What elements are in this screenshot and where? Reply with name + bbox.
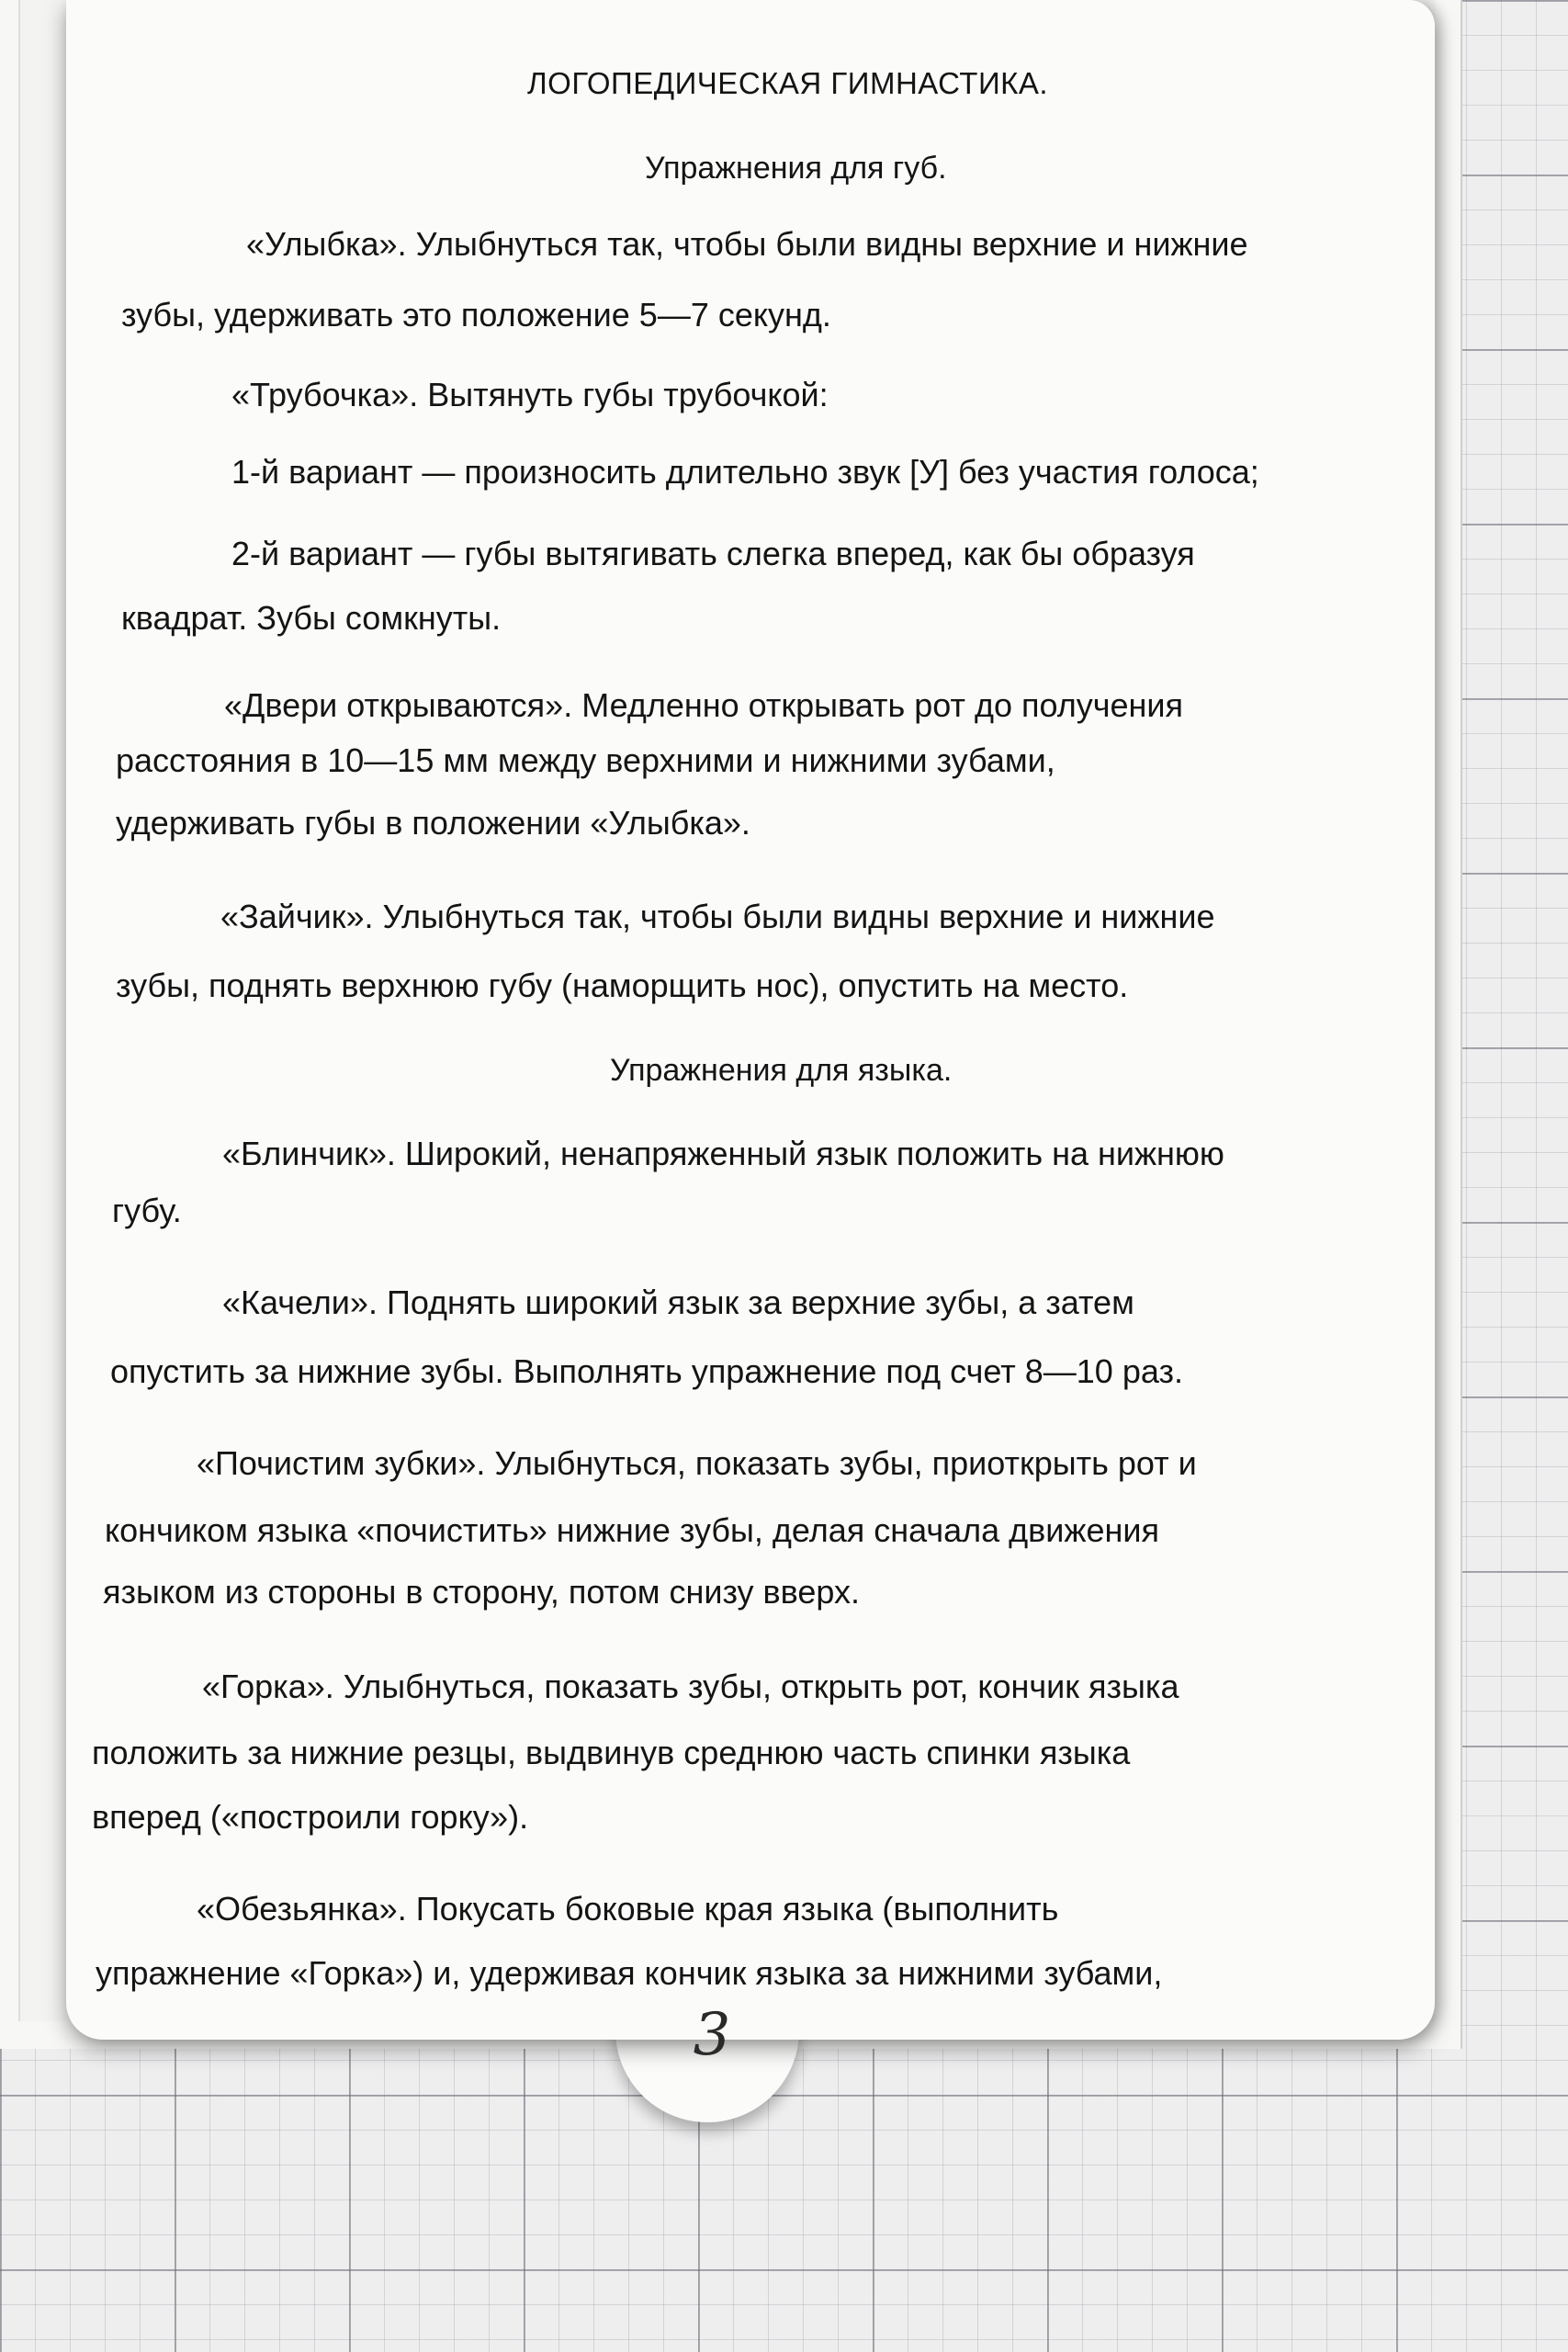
paragraph-line: губу. — [112, 1192, 182, 1229]
paragraph-line: кончиком языка «почистить» нижние зубы, делая сначала движения — [105, 1511, 1159, 1549]
paragraph-line: расстояния в 10—15 мм между верхними и нижними зубами, — [116, 741, 1055, 779]
paragraph-line: «Блинчик». Широкий, ненапряженный язык положить на нижнюю — [222, 1135, 1224, 1172]
section-heading: Упражнения для губ. — [645, 151, 947, 186]
paragraph-line: опустить за нижние зубы. Выполнять упражнение под счет 8—10 раз. — [110, 1352, 1183, 1390]
paragraph-line: зубы, поднять верхнюю губу (наморщить нос), опустить на место. — [116, 967, 1129, 1004]
paragraph-line: вперед («построили горку»). — [92, 1798, 529, 1836]
paragraph-line: «Почистим зубки». Улыбнуться, показать зубы, приоткрыть рот и — [197, 1444, 1197, 1482]
paragraph-line: зубы, удерживать это положение 5—7 секунд. — [121, 296, 831, 334]
document-content — [66, 0, 1435, 2040]
paragraph-line: «Обезьянка». Покусать боковые края языка (выполнить — [197, 1890, 1059, 1928]
paragraph-line: «Горка». Улыбнуться, показать зубы, открыть рот, кончик языка — [202, 1668, 1179, 1705]
paragraph-line: упражнение «Горка») и, удерживая кончик языка за нижними зубами, — [96, 1954, 1163, 1992]
page-title: ЛОГОПЕДИЧЕСКАЯ ГИМНАСТИКА. — [527, 66, 1049, 100]
paragraph-line: квадрат. Зубы сомкнуты. — [121, 599, 502, 637]
page-number: 3 — [693, 2001, 731, 2069]
paragraph-line: «Зайчик». Улыбнуться так, чтобы были видны верхние и нижние — [220, 898, 1215, 935]
paragraph-line: 2-й вариант — губы вытягивать слегка вперед, как бы образуя — [231, 535, 1195, 572]
paragraph-line: 1-й вариант — произносить длительно звук [У] без участия голоса; — [231, 453, 1259, 491]
paragraph-line: удерживать губы в положении «Улыбка». — [116, 804, 750, 842]
paragraph-line: языком из стороны в сторону, потом снизу вверх. — [103, 1573, 861, 1611]
paragraph-line: «Двери открываются». Медленно открывать рот до получения — [224, 686, 1183, 724]
paragraph-line: «Улыбка». Улыбнуться так, чтобы были видны верхние и нижние — [246, 225, 1248, 263]
section-heading: Упражнения для языка. — [610, 1053, 953, 1088]
paragraph-line: «Качели». Поднять широкий язык за верхние зубы, а затем — [222, 1283, 1134, 1321]
paragraph-line: «Трубочка». Вытянуть губы трубочкой: — [231, 376, 829, 413]
document-page — [66, 0, 1435, 2040]
paragraph-line: положить за нижние резцы, выдвинув среднюю часть спинки языка — [92, 1734, 1131, 1771]
